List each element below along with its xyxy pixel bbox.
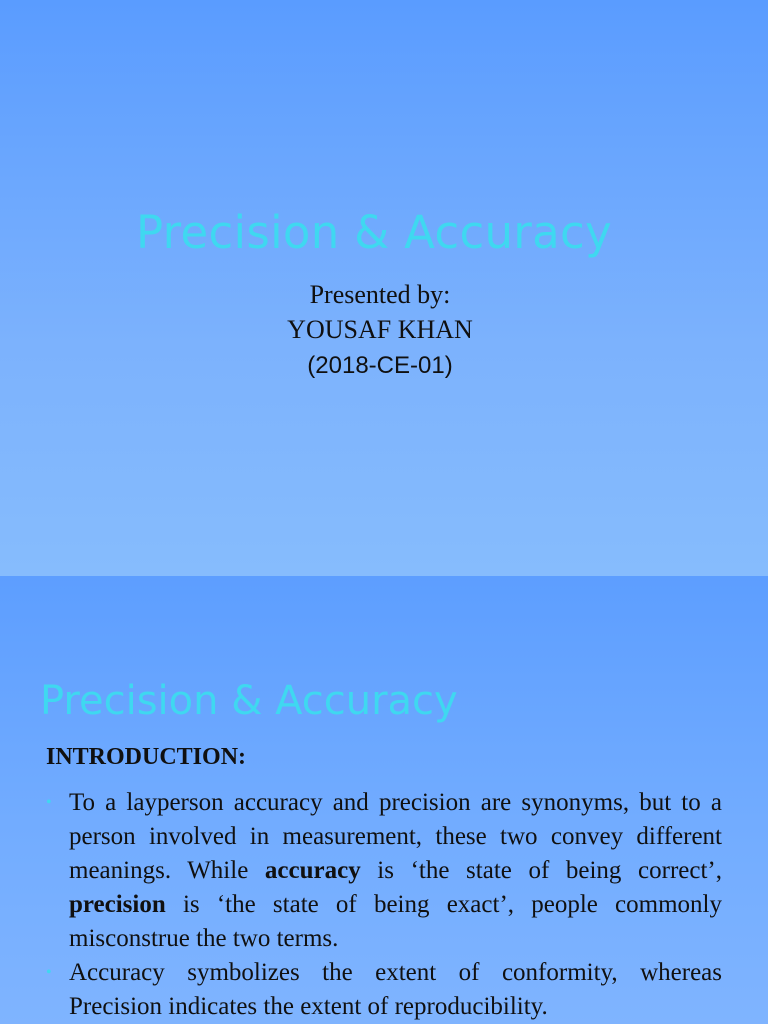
roll-number: (2018-CE-01)	[307, 352, 453, 379]
bullet-icon: •	[46, 794, 52, 811]
introduction-heading: INTRODUCTION:	[46, 744, 247, 770]
presented-by-label: Presented by:	[309, 280, 451, 309]
bullet-text: Accuracy symbolizes the extent of conformity, whereas Precision indicates the extent of reproducibility.	[69, 959, 722, 1020]
content-slide	[0, 576, 768, 1024]
bullet-item-definition	[46, 786, 722, 956]
bullet-text: To a layperson accuracy and precision are synonyms, but to a person involved in measurement, these two convey different meanings. While accuracy is ‘the state of being correct’, precision is ‘the state of being exact’, people commonly misconstrue the two terms.	[69, 789, 722, 952]
precision-term: precision	[69, 891, 166, 918]
accuracy-term: accuracy	[264, 857, 361, 884]
bullet-item-comparison	[46, 956, 722, 1024]
slide-title: Precision & Accuracy	[136, 206, 612, 259]
bullet-icon: •	[46, 964, 52, 981]
author-name: YOUSAF KHAN	[287, 315, 473, 344]
content-slide-title: Precision & Accuracy	[40, 678, 458, 724]
